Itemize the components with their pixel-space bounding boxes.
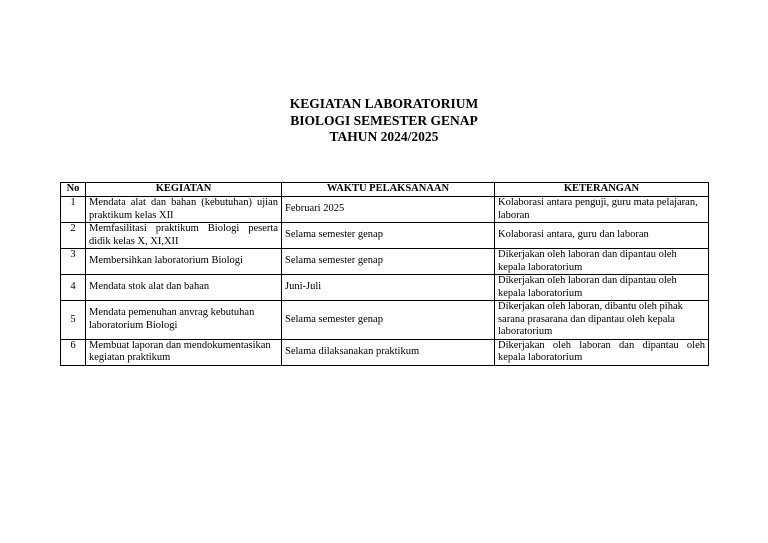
- cell-kegiatan: Membuat laporan dan mendokumentasikan kegiatan praktikum: [86, 339, 282, 365]
- title-line-2: BIOLOGI SEMESTER GENAP: [290, 112, 478, 128]
- title-line-1: KEGIATAN LABORATORIUM: [289, 96, 479, 111]
- cell-kegiatan: Mendata alat dan bahan (kebutuhan) ujian praktikum kelas XII: [86, 197, 282, 223]
- header-waktu: WAKTU PELAKSANAAN: [282, 183, 495, 197]
- cell-no: 3: [61, 249, 86, 275]
- cell-kegiatan: Memfasilitasi praktikum Biologi peserta didik kelas X, XI,XII: [86, 223, 282, 249]
- header-kegiatan: KEGIATAN: [86, 183, 282, 197]
- cell-no: 1: [61, 197, 86, 223]
- cell-kegiatan: Mendata stok alat dan bahan: [86, 275, 282, 301]
- cell-keterangan: Dikerjakan oleh laboran dan dipantau oleh kepala laboratorium: [495, 249, 709, 275]
- cell-waktu: Selama semester genap: [282, 301, 495, 340]
- table-row: [61, 275, 709, 301]
- cell-no: 6: [61, 339, 86, 365]
- cell-no: 2: [61, 223, 86, 249]
- cell-keterangan: Dikerjakan oleh laboran dan dipantau oleh kepala laboratorium: [495, 339, 709, 365]
- document-title: [0, 96, 768, 146]
- header-keterangan: KETERANGAN: [495, 183, 709, 197]
- cell-no: 5: [61, 301, 86, 340]
- header-no: No: [61, 183, 86, 197]
- cell-kegiatan: Membersihkan laboratorium Biologi: [86, 249, 282, 275]
- cell-no: 4: [61, 275, 86, 301]
- cell-waktu: Selama dilaksanakan praktikum: [282, 339, 495, 365]
- table-header-row: [61, 183, 709, 197]
- table-row: [61, 339, 709, 365]
- cell-keterangan: Dikerjakan oleh laboran dan dipantau oleh kepala laboratorium: [495, 275, 709, 301]
- cell-waktu: Juni-Juli: [282, 275, 495, 301]
- table-row: [61, 197, 709, 223]
- title-line-3: TAHUN 2024/2025: [329, 129, 439, 144]
- activity-table: [60, 182, 709, 366]
- cell-kegiatan: Mendata pemenuhan anvrag kebutuhan laboratorium Biologi: [86, 301, 282, 340]
- table-row: [61, 249, 709, 275]
- cell-waktu: Selama semester genap: [282, 249, 495, 275]
- cell-waktu: Selama semester genap: [282, 223, 495, 249]
- table-row: [61, 223, 709, 249]
- cell-waktu: Februari 2025: [282, 197, 495, 223]
- table-row: [61, 301, 709, 340]
- cell-keterangan: Kolaborasi antara, guru dan laboran: [495, 223, 709, 249]
- cell-keterangan: Kolaborasi antara penguji, guru mata pelajaran, laboran: [495, 197, 709, 223]
- cell-keterangan: Dikerjakan oleh laboran, dibantu oleh pihak sarana prasarana dan dipantau oleh kepala laboratorium: [495, 301, 709, 340]
